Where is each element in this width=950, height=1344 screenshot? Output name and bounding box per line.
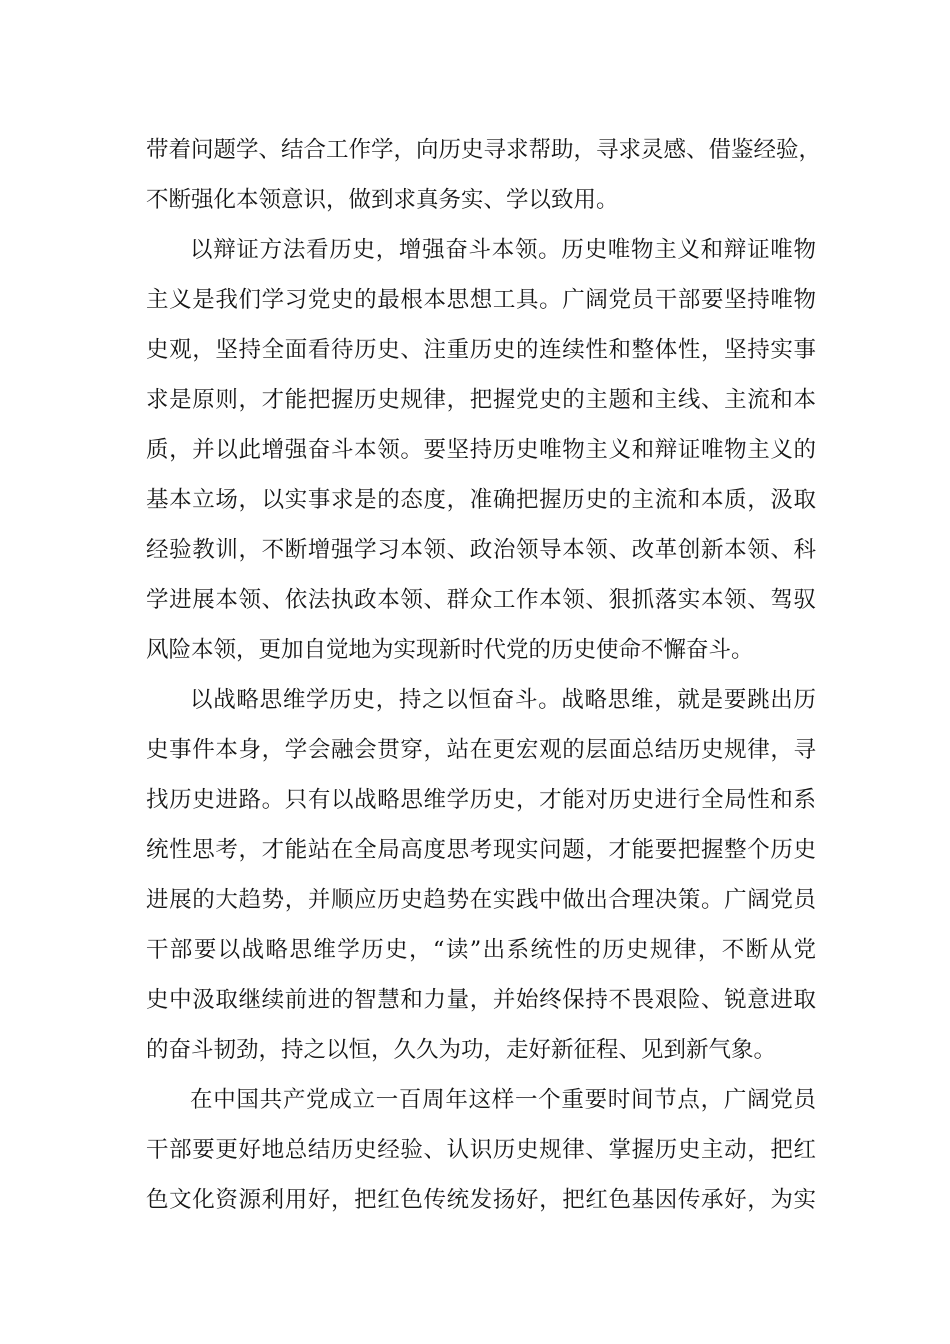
text-line: 的奋斗韧劲，持之以恒，久久为功，走好新征程、见到新气象。 bbox=[146, 1037, 777, 1063]
text-line: 色文化资源利用好，把红色传统发扬好，把红色基因传承好，为实 bbox=[146, 1187, 816, 1213]
text-line: 统性思考，才能站在全局高度思考现实问题，才能要把握整个历史 bbox=[146, 837, 816, 863]
text-line: 干部要以战略思维学历史，“读”出系统性的历史规律，不断从党 bbox=[146, 937, 816, 963]
text-line: 带着问题学、结合工作学，向历史寻求帮助，寻求灵感、借鉴经验， bbox=[146, 137, 822, 163]
text-line: 进展的大趋势，并顺应历史趋势在实践中做出合理决策。广阔党员 bbox=[146, 887, 816, 913]
text-line: 学进展本领、依法执政本领、群众工作本领、狠抓落实本领、驾驭 bbox=[146, 587, 816, 613]
text-line: 史观，坚持全面看待历史、注重历史的连续性和整体性，坚持实事 bbox=[146, 337, 816, 363]
text-line: 求是原则，才能把握历史规律，把握党史的主题和主线、主流和本 bbox=[146, 387, 816, 413]
text-line: 不断强化本领意识，做到求真务实、学以致用。 bbox=[146, 187, 619, 213]
text-line: 找历史进路。只有以战略思维学历史，才能对历史进行全局性和系 bbox=[146, 787, 816, 813]
paragraph-first-line: 以战略思维学历史，持之以恒奋斗。战略思维，就是要跳出历 bbox=[190, 687, 816, 713]
paragraph-first-line: 在中国共产党成立一百周年这样一个重要时间节点，广阔党员 bbox=[190, 1087, 816, 1113]
text-line: 主义是我们学习党史的最根本思想工具。广阔党员干部要坚持唯物 bbox=[146, 287, 816, 313]
text-line: 基本立场，以实事求是的态度，准确把握历史的主流和本质，汲取 bbox=[146, 487, 816, 513]
text-line: 史事件本身，学会融会贯穿，站在更宏观的层面总结历史规律，寻 bbox=[146, 737, 816, 763]
text-line: 风险本领，更加自觉地为实现新时代党的历史使命不懈奋斗。 bbox=[146, 637, 754, 663]
text-line: 质，并以此增强奋斗本领。要坚持历史唯物主义和辩证唯物主义的 bbox=[146, 437, 816, 463]
text-line: 经验教训，不断增强学习本领、政治领导本领、改革创新本领、科 bbox=[146, 537, 816, 563]
text-line: 史中汲取继续前进的智慧和力量，并始终保持不畏艰险、锐意进取 bbox=[146, 987, 816, 1013]
text-line: 干部要更好地总结历史经验、认识历史规律、掌握历史主动，把红 bbox=[146, 1137, 816, 1163]
paragraph-first-line: 以辩证方法看历史，增强奋斗本领。历史唯物主义和辩证唯物 bbox=[190, 237, 816, 263]
